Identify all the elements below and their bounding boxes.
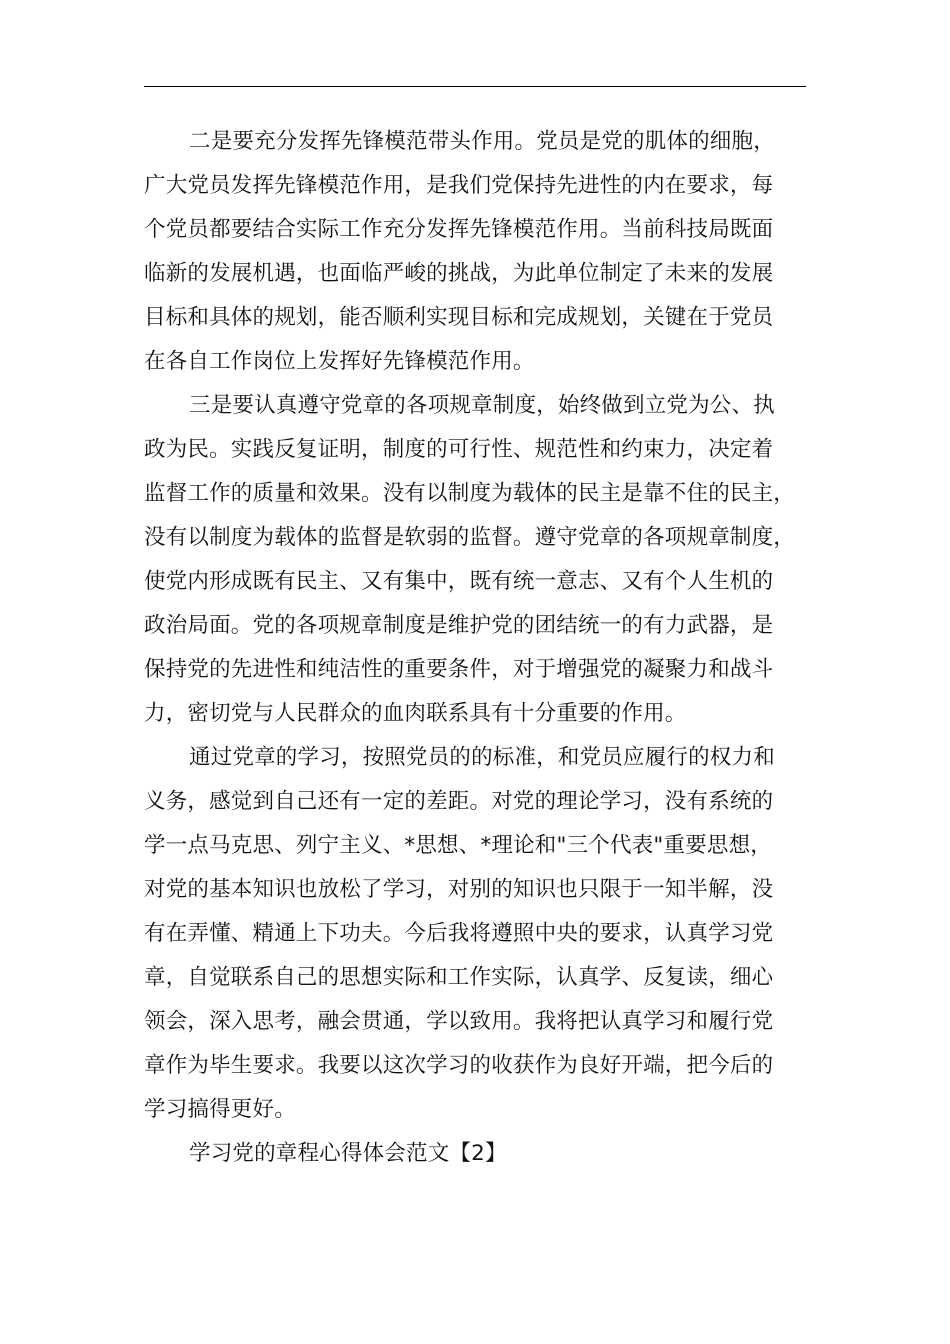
text-line: 政为民。实践反复证明，制度的可行性、规范性和约束力，决定着 [144,437,774,462]
text-line: 政治局面。党的各项规章制度是维护党的团结统一的有力武器，是 [144,613,774,638]
text-line: 使党内形成既有民主、又有集中，既有统一意志、又有个人生机的 [144,569,774,594]
text-line: 有在弄懂、精通上下功夫。今后我将遵照中央的要求，认真学习党 [144,921,774,946]
text-line: 通过党章的学习，按照党员的的标准，和党员应履行的权力和 [189,745,775,770]
header-rule [144,86,806,87]
text-line: 章作为毕生要求。我要以这次学习的收获作为良好开端，把今后的 [144,1053,774,1078]
text-line: 学习搞得更好。 [144,1097,296,1122]
text-line: 没有以制度为载体的监督是软弱的监督。遵守党章的各项规章制度， [144,525,796,550]
text-line: 临新的发展机遇，也面临严峻的挑战，为此单位制定了未来的发展 [144,261,774,286]
text-line: 三是要认真遵守党章的各项规章制度，始终做到立党为公、执 [189,393,775,418]
document-body [144,120,806,1176]
text-line: 监督工作的质量和效果。没有以制度为载体的民主是靠不住的民主， [144,481,796,506]
text-line: 对党的基本知识也放松了学习，对别的知识也只限于一知半解，没 [144,877,774,902]
text-line: 广大党员发挥先锋模范作用，是我们党保持先进性的内在要求，每 [144,173,774,198]
text-line: 个党员都要结合实际工作充分发挥先锋模范作用。当前科技局既面 [144,217,774,242]
text-line: 在各自工作岗位上发挥好先锋模范作用。 [144,349,535,374]
text-line: 目标和具体的规划，能否顺利实现目标和完成规划，关键在于党员 [144,305,774,330]
text-line: 义务，感觉到自己还有一定的差距。对党的理论学习，没有系统的 [144,789,774,814]
text-line: 力，密切党与人民群众的血肉联系具有十分重要的作用。 [144,701,687,726]
text-line: 二是要充分发挥先锋模范带头作用。党员是党的肌体的细胞， [189,129,775,154]
text-line: 章，自觉联系自己的思想实际和工作实际，认真学、反复读，细心 [144,965,774,990]
text-line: 学一点马克思、列宁主义、*思想、*理论和"三个代表"重要思想， [144,833,772,858]
text-line: 领会，深入思考，融会贯通，学以致用。我将把认真学习和履行党 [144,1009,774,1034]
text-line: 学习党的章程心得体会范文【2】 [189,1141,507,1166]
text-line: 保持党的先进性和纯洁性的重要条件，对于增强党的凝聚力和战斗 [144,657,774,682]
